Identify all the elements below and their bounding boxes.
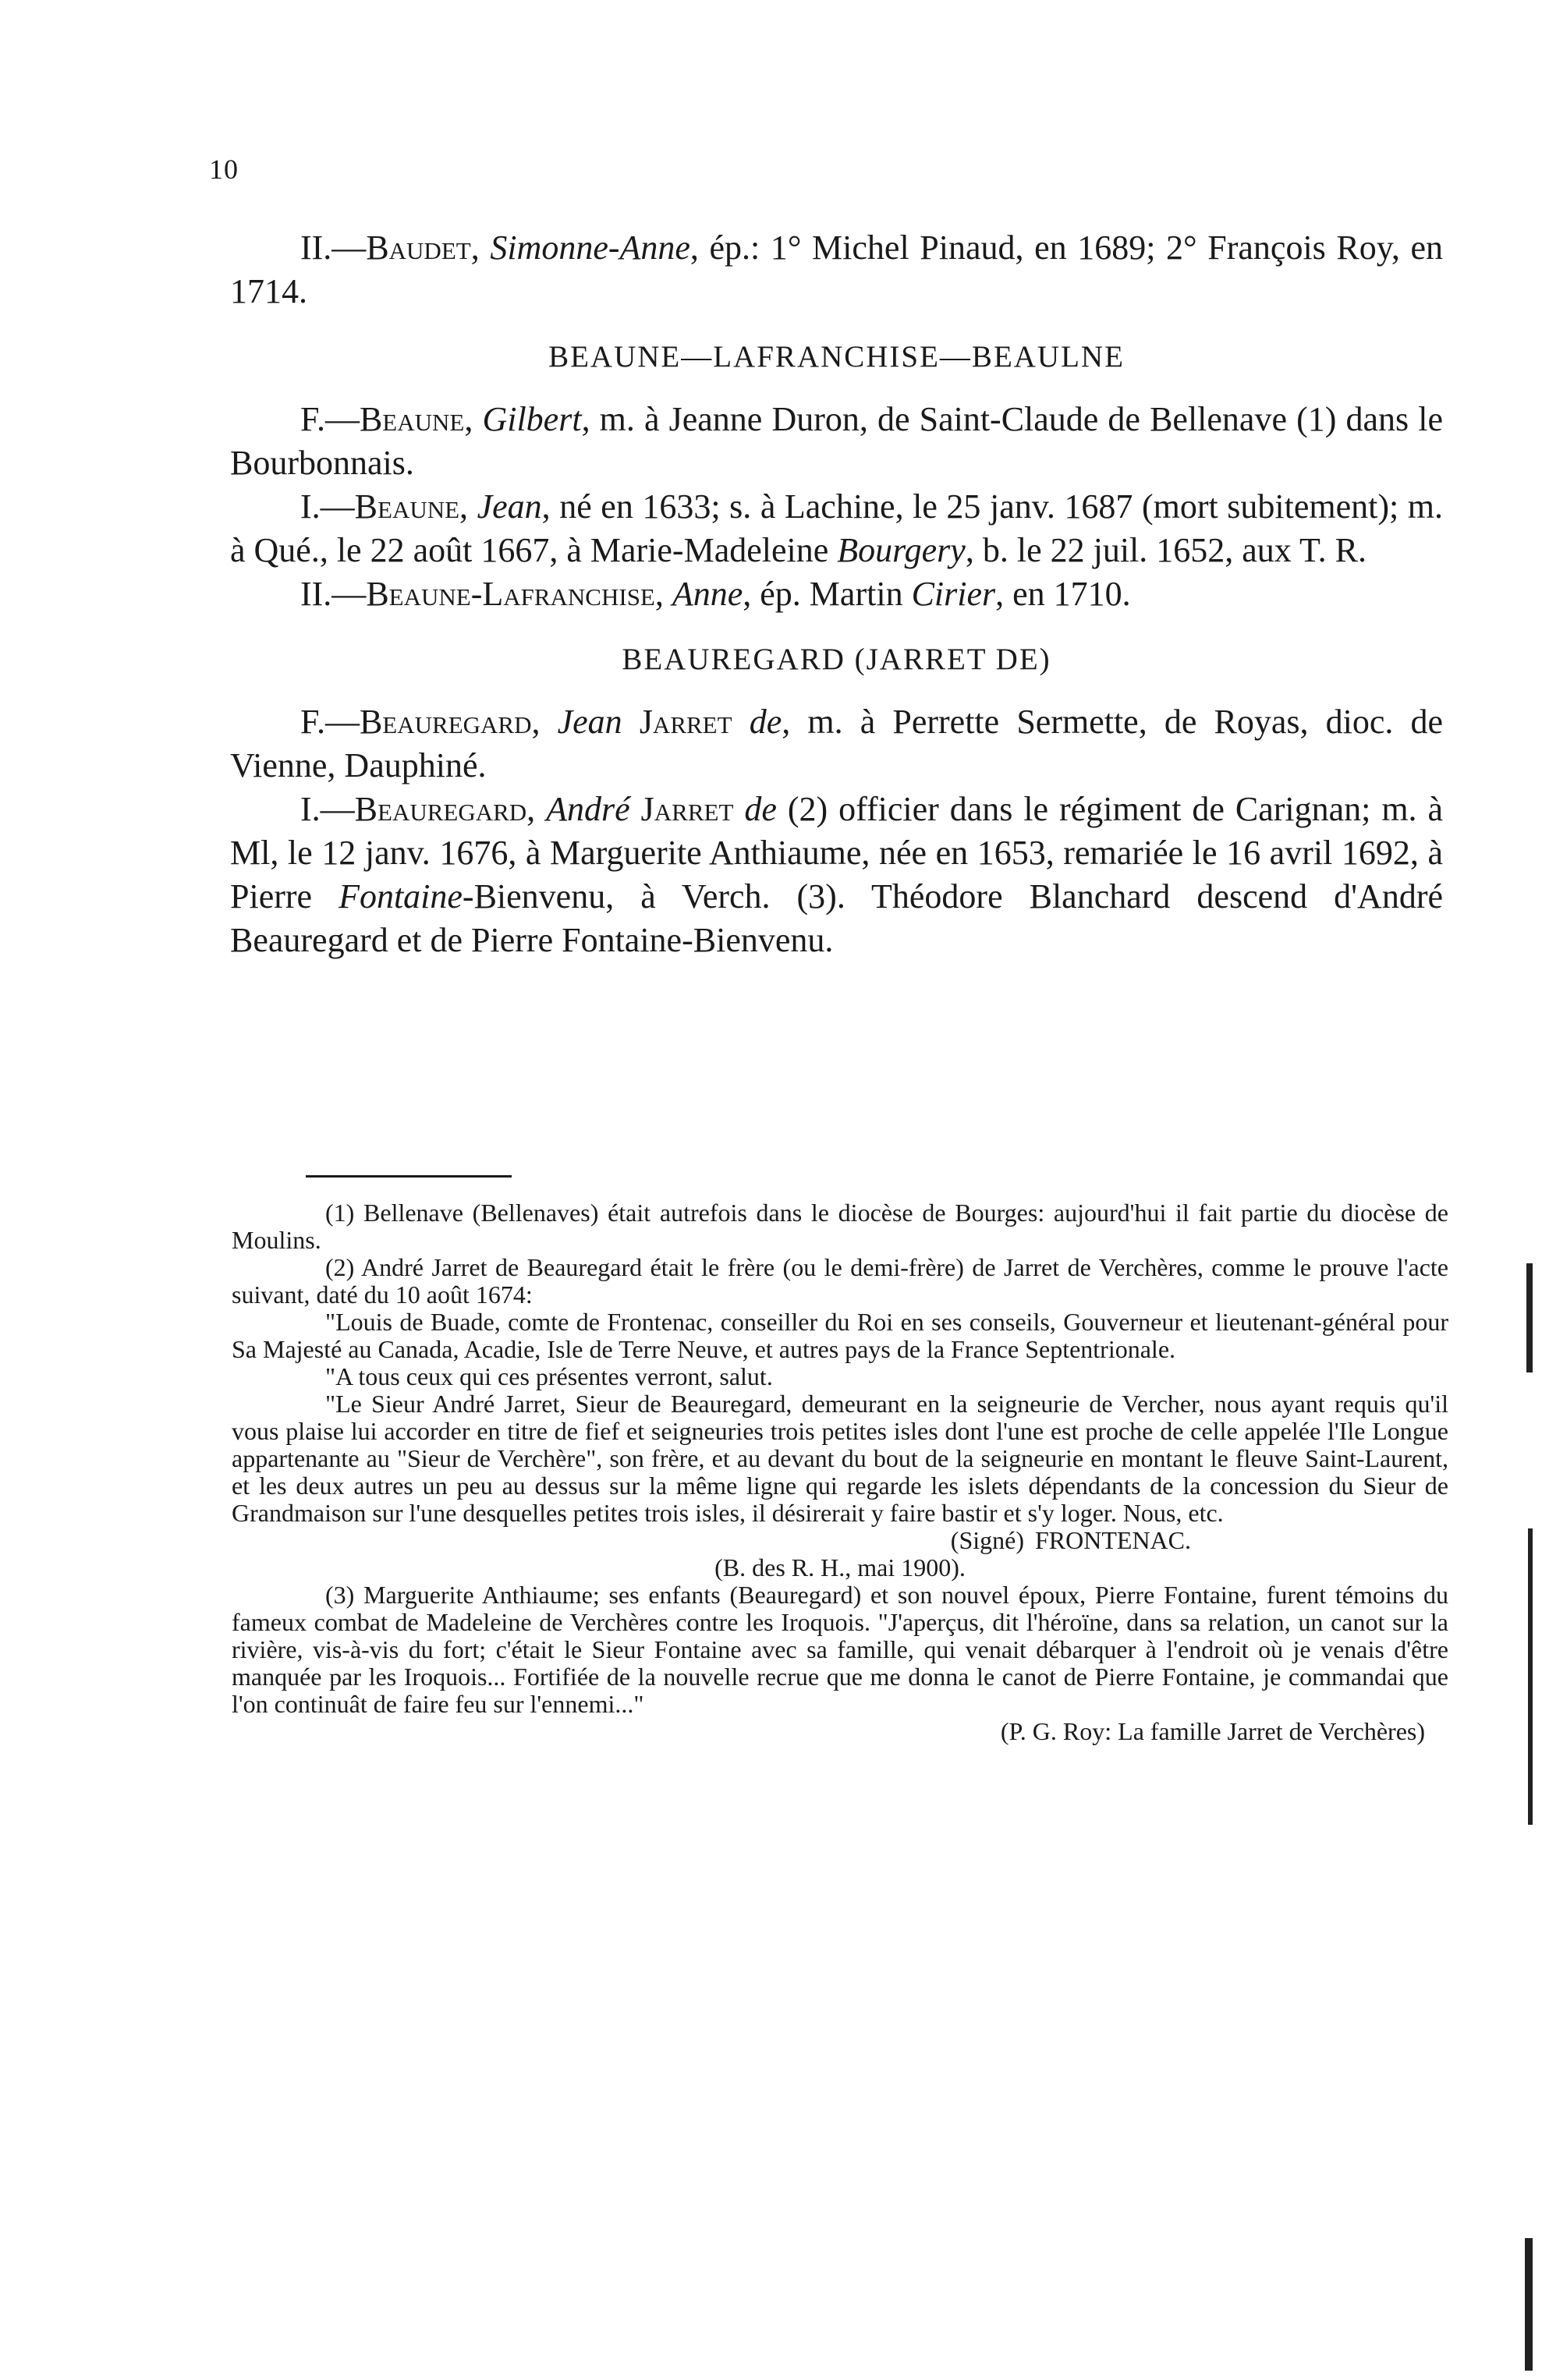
surname: Jarret xyxy=(640,790,734,828)
entry-text: (2) officier dans le régiment de Carignan; m. à Ml, le 12 janv. 1676, à Marguerite Anthiaume, née en 1653, remariée le 16 avril 1692, à Pierre xyxy=(230,790,1444,916)
surname: Baudet xyxy=(366,228,471,267)
footnote-paragraph: (P. G. Roy: La famille Jarret de Verchères) xyxy=(1000,1717,1425,1745)
entry-text: , ép.: 1° Michel Pinaud, en 1689; 2° François Roy, en 1714. xyxy=(230,228,1444,310)
entry-text xyxy=(630,790,641,828)
entry-text: II.— xyxy=(300,228,367,267)
surname: Beauregard xyxy=(354,790,527,828)
entry-text: II.— xyxy=(300,575,367,613)
entry-text: F.— xyxy=(300,703,360,741)
given-name: Fontaine xyxy=(339,877,463,916)
genealogy-entry xyxy=(230,572,1443,616)
given-name: de xyxy=(744,790,777,828)
entry-text xyxy=(733,790,744,828)
genealogy-entry xyxy=(230,398,1443,485)
given-name: Gilbert xyxy=(482,400,582,438)
scan-edge-mark xyxy=(1528,1528,1533,1825)
footnote-paragraph: "A tous ceux qui ces présentes verront, salut. xyxy=(325,1362,773,1390)
given-name: Anne xyxy=(672,575,743,613)
surname: Beaune xyxy=(359,400,465,438)
entry-text: , ép. Martin xyxy=(743,575,912,613)
genealogy-entry xyxy=(230,485,1443,572)
surname: Beauregard xyxy=(359,703,532,741)
footnote-paragraph: (Signé) FRONTENAC. xyxy=(950,1526,1191,1554)
footnote-paragraph: (2) André Jarret de Beauregard était le frère (ou le demi-frère) de Jarret de Verchères, comme le prouve l'acte suivant, daté du 10 août 1674: xyxy=(232,1253,1448,1309)
entry-text xyxy=(732,703,750,741)
footnote-paragraph: "Le Sieur André Jarret, Sieur de Beauregard, demeurant en la seigneurie de Vercher, nous ayant requis qu'il vous plaise lui accorder en titre de fief et seigneuries trois petites isles dont l'une est proche de celle appelée l'Ile Longue appartenante au "Sieur de Verchère", son frère, et au devant du bout de la seigneurie en montant le fleuve Saint-Laurent, et les deux autres un peu au dessus sur la même ligne qui regarde les islets dépendants de la concession du Sieur de Grandmaison sur l'une desquelles petites trois isles, il désirerait y faire bastir et s'y loger. Nous, etc. xyxy=(232,1390,1448,1527)
scan-edge-mark xyxy=(1525,2238,1533,2371)
footnote-paragraph: "Louis de Buade, comte de Frontenac, conseiller du Roi en ses conseils, Gouverneur et lieutenant-général pour Sa Majesté au Canada, Acadie, Isle de Terre Neuve, et autres pays de la France Septentrionale. xyxy=(232,1308,1448,1363)
entry-text: , en 1710. xyxy=(995,575,1131,613)
entry-text: , xyxy=(459,487,477,526)
given-name: Simonne-Anne xyxy=(490,228,690,267)
footnote-paragraph: (B. des R. H., mai 1900). xyxy=(714,1553,966,1581)
surname: Beaune xyxy=(354,487,460,526)
section-heading: BEAUREGARD (JARRET DE) xyxy=(622,643,1051,676)
entry-text: , xyxy=(531,703,558,741)
entry-text: , xyxy=(654,575,672,613)
genealogy-entry xyxy=(230,700,1443,788)
page-number: 10 xyxy=(209,154,239,185)
footnote-separator xyxy=(306,1175,512,1178)
entry-text xyxy=(622,703,640,741)
main-text xyxy=(230,226,1443,962)
entry-text: I.— xyxy=(300,790,355,828)
entry-text: , xyxy=(470,228,491,267)
entry-text: -Bienvenu, à Verch. (3). Théodore Blanchard descend d'André Beauregard et de Pierre Fontaine-Bienvenu. xyxy=(230,877,1443,959)
genealogy-entry xyxy=(230,788,1443,962)
entry-text: , m. à Jeanne Duron, de Saint-Claude de Bellenave (1) dans le Bourbonnais. xyxy=(230,400,1444,482)
scan-edge-mark xyxy=(1526,1263,1533,1372)
given-name: de xyxy=(749,703,782,741)
footnote-paragraph: (3) Marguerite Anthiaume; ses enfants (Beauregard) et son nouvel époux, Pierre Fontaine, furent témoins du fameux combat de Madeleine de Verchères contre les Iroquois. "J'aperçus, dit l'héroïne, dans sa relation, un canot sur la rivière, vis-à-vis du fort; c'était le Sieur Fontaine avec sa famille, qui venait débarquer à l'endroit où je venais d'être manquée par les Iroquois... Fortifiée de la nouvelle recrue que me donna le canot de Pierre Fontaine, je commandai que l'on continuât de faire feu sur l'ennemi..." xyxy=(232,1581,1448,1718)
given-name: Bourgery xyxy=(837,531,966,569)
given-name: André xyxy=(546,790,630,828)
given-name: Jean xyxy=(557,703,622,741)
given-name: Cirier xyxy=(911,575,996,613)
section-heading: BEAUNE—LAFRANCHISE—BEAULNE xyxy=(548,340,1125,374)
entry-text: F.— xyxy=(300,400,360,438)
surname: Beaune-Lafranchise xyxy=(366,575,655,613)
given-name: Jean xyxy=(477,487,542,526)
genealogy-entry xyxy=(230,226,1443,313)
entry-text: , xyxy=(464,400,483,438)
entry-text: , xyxy=(526,790,547,828)
entry-text: , b. le 22 juil. 1652, aux T. R. xyxy=(965,531,1367,569)
footnotes xyxy=(232,1199,1448,1745)
entry-text: , m. à Perrette Sermette, de Royas, dioc. de Vienne, Dauphiné. xyxy=(230,703,1444,784)
footnote-paragraph: (1) Bellenave (Bellenaves) était autrefois dans le diocèse de Bourges: aujourd'hui il fait partie du diocèse de Moulins. xyxy=(232,1199,1448,1254)
surname: Jarret xyxy=(639,703,732,741)
entry-text: I.— xyxy=(300,487,355,526)
entry-text: , né en 1633; s. à Lachine, le 25 janv. 1687 (mort subitement); m. à Qué., le 22 août 1667, à Marie-Madeleine xyxy=(230,487,1444,569)
